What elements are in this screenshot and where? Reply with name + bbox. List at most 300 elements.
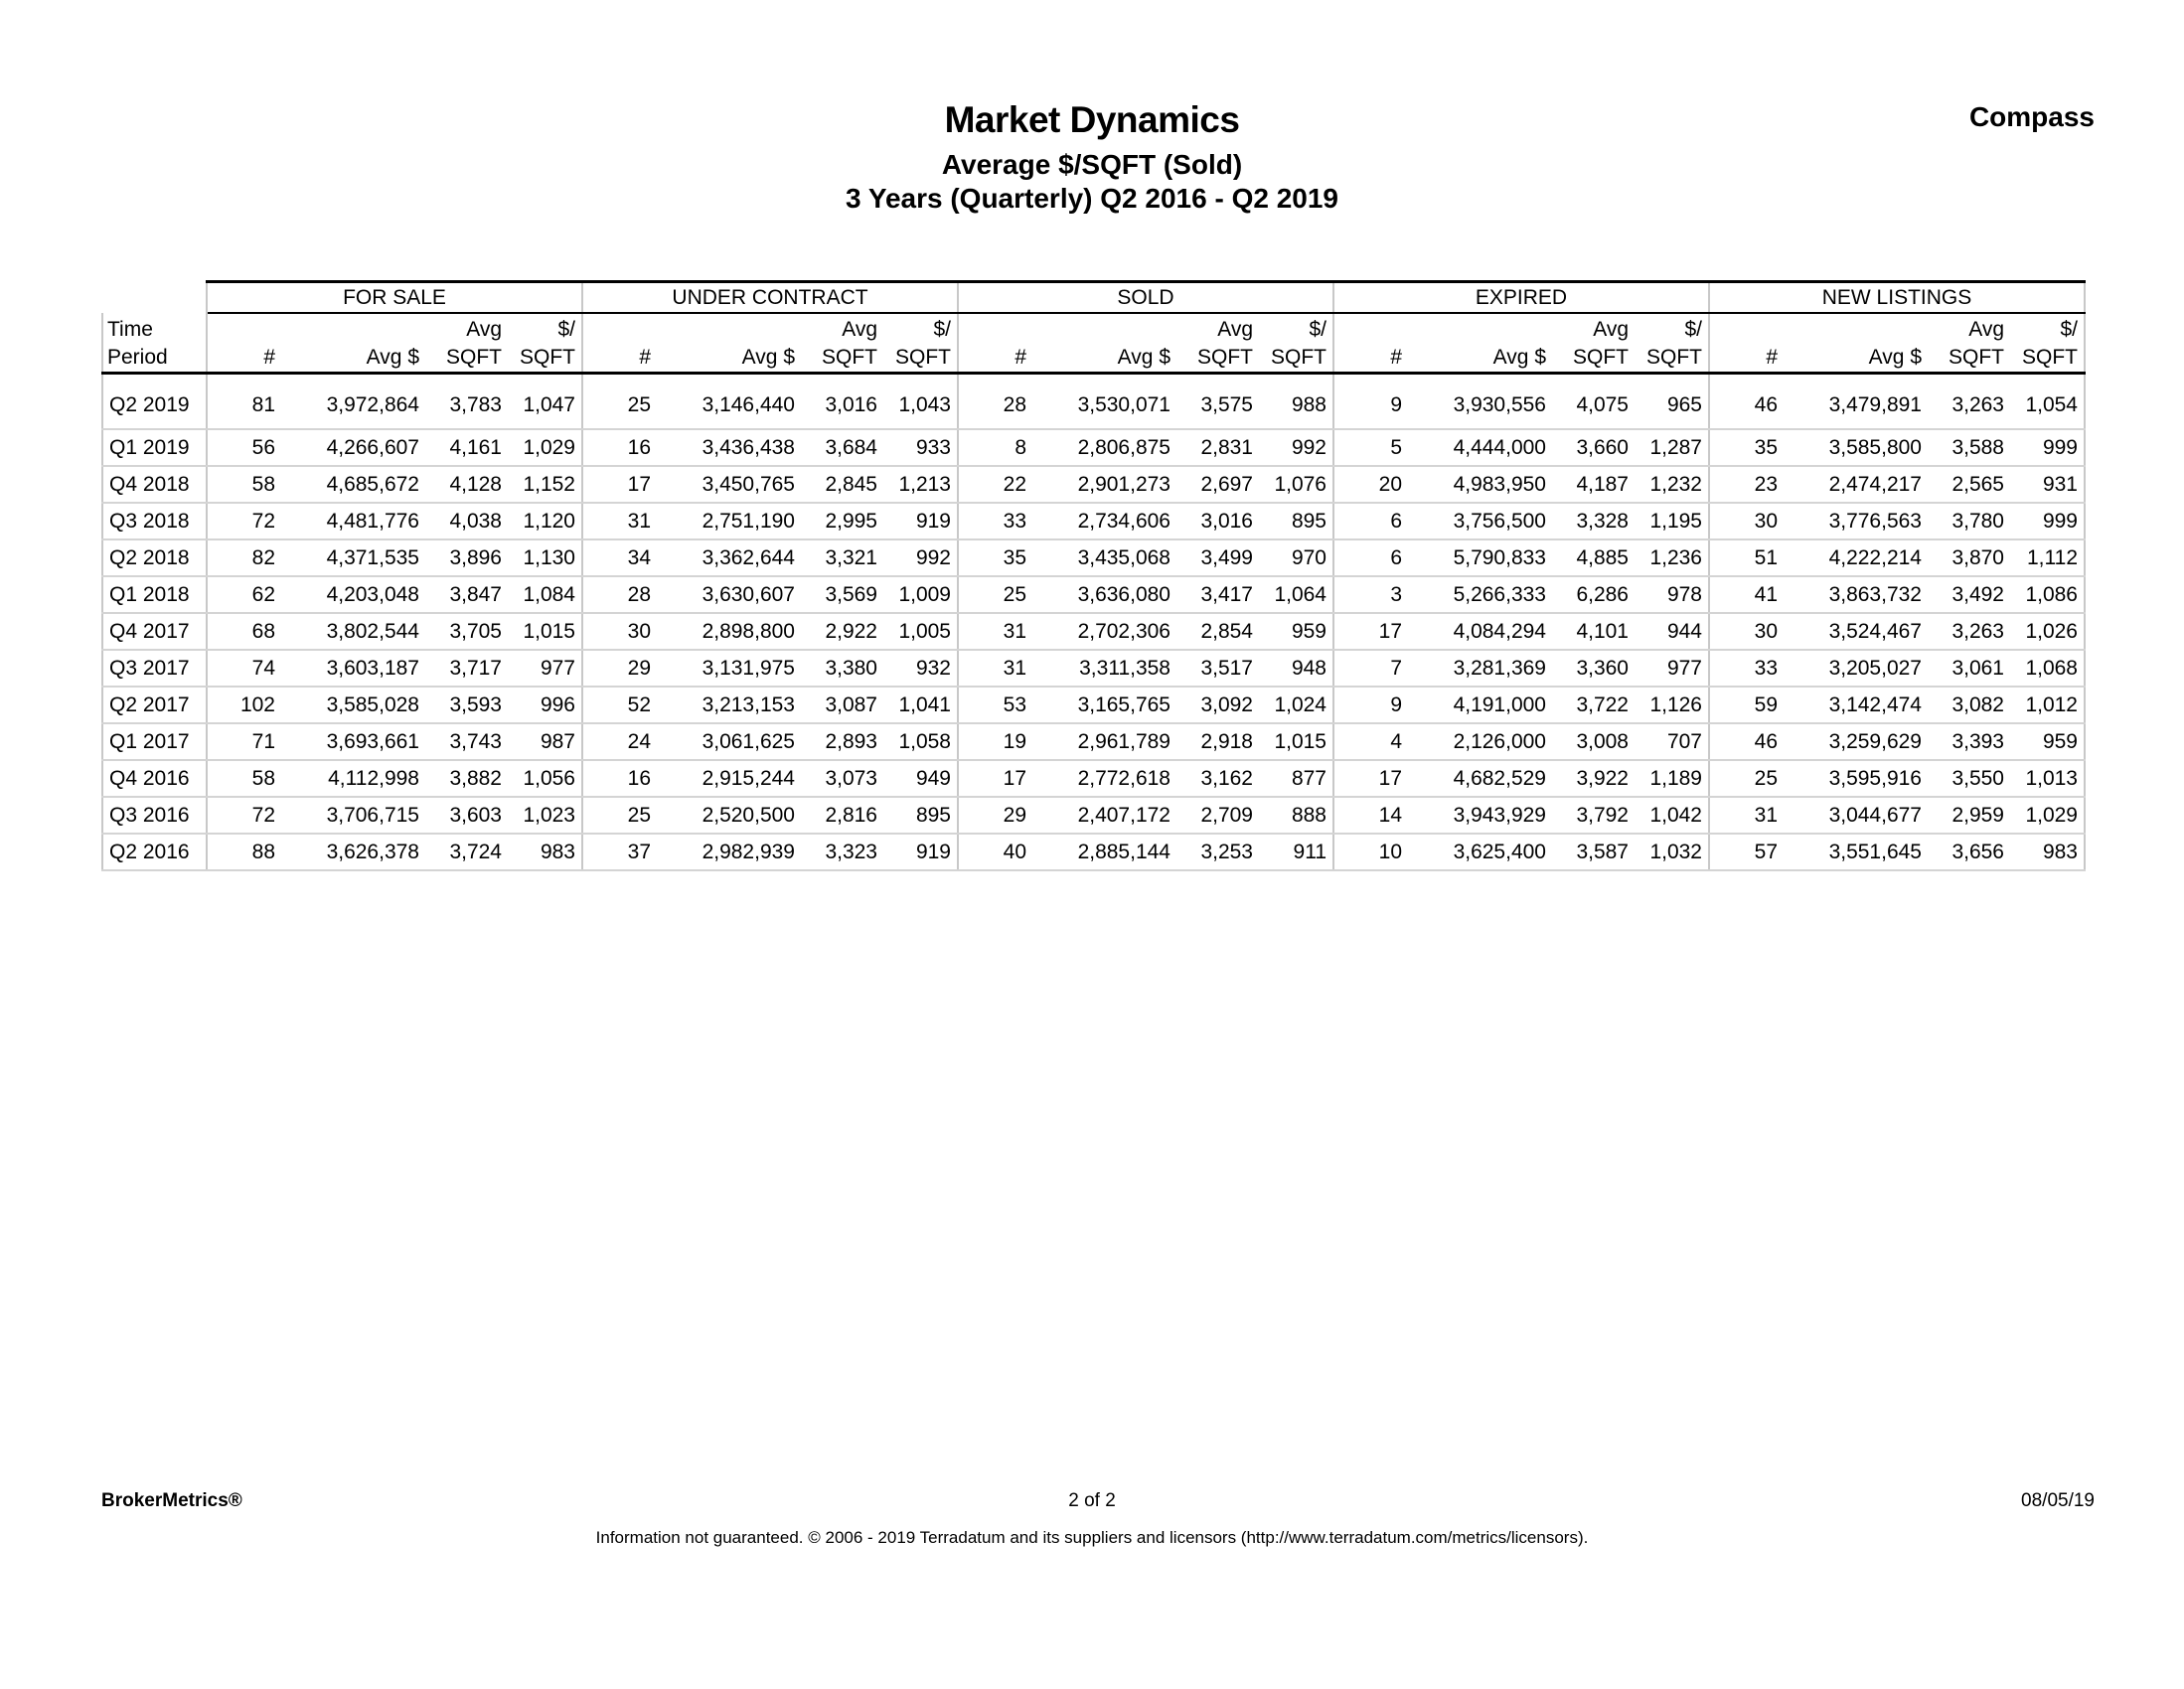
new-listings-count-cell: 31 (1709, 797, 1788, 834)
under-contract-count-cell: 34 (582, 539, 661, 576)
group-header-new-listings: NEW LISTINGS (1709, 282, 2085, 314)
new-listings-avg-sqft-cell: 3,393 (1922, 723, 2004, 760)
under-contract-avg-price-cell: 2,982,939 (661, 834, 795, 870)
new-listings-count-cell: 30 (1709, 503, 1788, 539)
sold-avg-sqft-cell: 3,253 (1170, 834, 1253, 870)
under-contract-avg-price-cell: 2,751,190 (661, 503, 795, 539)
for-sale-avg-price-header: Avg $ (285, 313, 419, 374)
under-contract-count-cell: 25 (582, 797, 661, 834)
new-listings-avg-price-header: Avg $ (1788, 313, 1922, 374)
expired-count-cell: 14 (1333, 797, 1412, 834)
sold-avg-sqft-cell: 3,575 (1170, 374, 1253, 430)
under-contract-avg-sqft-cell: 3,323 (795, 834, 877, 870)
for-sale-avg-sqft-cell: 3,724 (419, 834, 502, 870)
for-sale-price-per-sqft-cell: 977 (502, 650, 582, 687)
for-sale-price-per-sqft-cell: 983 (502, 834, 582, 870)
for-sale-avg-price-cell: 3,972,864 (285, 374, 419, 430)
expired-avg-price-cell: 4,682,529 (1412, 760, 1546, 797)
time-period-cell: Q2 2019 (102, 374, 207, 430)
expired-avg-price-cell: 3,281,369 (1412, 650, 1546, 687)
new-listings-avg-sqft-cell: 3,263 (1922, 374, 2004, 430)
new-listings-avg-price-cell: 3,863,732 (1788, 576, 1922, 613)
under-contract-price-per-sqft-cell: 1,041 (877, 687, 958, 723)
expired-avg-price-cell: 4,084,294 (1412, 613, 1546, 650)
expired-price-per-sqft-cell: 1,232 (1629, 466, 1709, 503)
table-row (102, 466, 2085, 503)
column-header-row (102, 313, 2085, 374)
sold-avg-sqft-cell: 2,918 (1170, 723, 1253, 760)
new-listings-count-cell: 41 (1709, 576, 1788, 613)
sold-avg-sqft-cell: 2,709 (1170, 797, 1253, 834)
new-listings-avg-price-cell: 4,222,214 (1788, 539, 1922, 576)
new-listings-avg-price-cell: 2,474,217 (1788, 466, 1922, 503)
for-sale-avg-sqft-cell: 3,882 (419, 760, 502, 797)
under-contract-price-per-sqft-cell: 919 (877, 834, 958, 870)
under-contract-avg-sqft-header: Avg SQFT (795, 313, 877, 374)
time-period-cell: Q4 2018 (102, 466, 207, 503)
time-period-cell: Q3 2016 (102, 797, 207, 834)
report-subtitle: Average $/SQFT (Sold) (941, 149, 1243, 180)
new-listings-avg-sqft-cell: 2,565 (1922, 466, 2004, 503)
under-contract-price-per-sqft-cell: 933 (877, 429, 958, 466)
for-sale-avg-sqft-cell: 3,717 (419, 650, 502, 687)
sold-avg-sqft-cell: 3,417 (1170, 576, 1253, 613)
for-sale-price-per-sqft-cell: 1,130 (502, 539, 582, 576)
table-row (102, 429, 2085, 466)
expired-avg-sqft-cell: 4,075 (1546, 374, 1629, 430)
sold-avg-price-cell: 3,311,358 (1036, 650, 1170, 687)
for-sale-avg-price-cell: 3,693,661 (285, 723, 419, 760)
under-contract-count-cell: 28 (582, 576, 661, 613)
expired-price-per-sqft-cell: 1,189 (1629, 760, 1709, 797)
table-row (102, 503, 2085, 539)
for-sale-price-per-sqft-cell: 1,047 (502, 374, 582, 430)
expired-price-per-sqft-cell: 1,236 (1629, 539, 1709, 576)
sold-avg-price-cell: 3,530,071 (1036, 374, 1170, 430)
expired-avg-price-cell: 5,790,833 (1412, 539, 1546, 576)
time-period-cell: Q2 2016 (102, 834, 207, 870)
under-contract-price-per-sqft-cell: 932 (877, 650, 958, 687)
sold-avg-price-cell: 3,435,068 (1036, 539, 1170, 576)
time-period-cell: Q3 2018 (102, 503, 207, 539)
new-listings-price-per-sqft-cell: 1,112 (2004, 539, 2085, 576)
sold-price-per-sqft-cell: 988 (1253, 374, 1333, 430)
sold-avg-sqft-header: Avg SQFT (1170, 313, 1253, 374)
new-listings-avg-price-cell: 3,551,645 (1788, 834, 1922, 870)
new-listings-price-per-sqft-cell: 959 (2004, 723, 2085, 760)
sold-avg-price-cell: 2,961,789 (1036, 723, 1170, 760)
under-contract-avg-price-cell: 2,520,500 (661, 797, 795, 834)
expired-count-cell: 20 (1333, 466, 1412, 503)
under-contract-avg-price-cell: 2,915,244 (661, 760, 795, 797)
under-contract-count-cell: 37 (582, 834, 661, 870)
expired-price-per-sqft-cell: 1,287 (1629, 429, 1709, 466)
expired-count-cell: 9 (1333, 374, 1412, 430)
sold-count-cell: 31 (958, 650, 1036, 687)
disclaimer: Information not guaranteed. © 2006 - 2019 Terradatum and its suppliers and licensors (http://www.terradatum.com/metrics/licensors). (595, 1528, 1589, 1547)
expired-count-cell: 9 (1333, 687, 1412, 723)
for-sale-price-per-sqft-cell: 1,152 (502, 466, 582, 503)
sold-count-cell: 29 (958, 797, 1036, 834)
new-listings-count-cell: 33 (1709, 650, 1788, 687)
under-contract-avg-sqft-cell: 3,073 (795, 760, 877, 797)
under-contract-count-cell: 30 (582, 613, 661, 650)
sold-price-per-sqft-cell: 911 (1253, 834, 1333, 870)
new-listings-avg-price-cell: 3,776,563 (1788, 503, 1922, 539)
time-period-cell: Q4 2017 (102, 613, 207, 650)
for-sale-avg-price-cell: 3,585,028 (285, 687, 419, 723)
under-contract-avg-sqft-cell: 3,380 (795, 650, 877, 687)
for-sale-price-per-sqft-cell: 1,056 (502, 760, 582, 797)
under-contract-price-per-sqft-cell: 1,005 (877, 613, 958, 650)
for-sale-avg-sqft-cell: 3,743 (419, 723, 502, 760)
time-header-line1: Time (107, 318, 153, 341)
sold-avg-price-cell: 3,165,765 (1036, 687, 1170, 723)
for-sale-avg-price-cell: 3,802,544 (285, 613, 419, 650)
sold-count-header: # (958, 313, 1036, 374)
for-sale-count-cell: 58 (207, 760, 285, 797)
time-period-cell: Q1 2018 (102, 576, 207, 613)
group-header-row (102, 282, 2085, 314)
sold-count-cell: 22 (958, 466, 1036, 503)
new-listings-count-header: # (1709, 313, 1788, 374)
for-sale-count-cell: 62 (207, 576, 285, 613)
sold-count-cell: 17 (958, 760, 1036, 797)
new-listings-count-cell: 57 (1709, 834, 1788, 870)
expired-count-cell: 6 (1333, 539, 1412, 576)
under-contract-avg-sqft-cell: 3,321 (795, 539, 877, 576)
table-row (102, 650, 2085, 687)
for-sale-avg-price-cell: 4,266,607 (285, 429, 419, 466)
new-listings-avg-sqft-cell: 3,870 (1922, 539, 2004, 576)
sold-avg-sqft-cell: 3,092 (1170, 687, 1253, 723)
under-contract-count-cell: 17 (582, 466, 661, 503)
time-period-cell: Q3 2017 (102, 650, 207, 687)
sold-avg-price-cell: 2,885,144 (1036, 834, 1170, 870)
sold-avg-sqft-cell: 3,162 (1170, 760, 1253, 797)
sold-count-cell: 19 (958, 723, 1036, 760)
sold-avg-price-cell: 2,407,172 (1036, 797, 1170, 834)
under-contract-avg-sqft-cell: 3,569 (795, 576, 877, 613)
under-contract-avg-price-cell: 3,362,644 (661, 539, 795, 576)
sold-price-per-sqft-cell: 888 (1253, 797, 1333, 834)
sold-price-per-sqft-cell: 992 (1253, 429, 1333, 466)
new-listings-price-per-sqft-cell: 1,029 (2004, 797, 2085, 834)
new-listings-price-per-sqft-cell: 1,026 (2004, 613, 2085, 650)
sold-avg-price-cell: 2,901,273 (1036, 466, 1170, 503)
sold-price-per-sqft-cell: 1,024 (1253, 687, 1333, 723)
expired-price-per-sqft-cell: 707 (1629, 723, 1709, 760)
under-contract-count-cell: 24 (582, 723, 661, 760)
sold-count-cell: 28 (958, 374, 1036, 430)
sold-price-per-sqft-cell: 948 (1253, 650, 1333, 687)
under-contract-avg-sqft-cell: 2,995 (795, 503, 877, 539)
under-contract-count-cell: 16 (582, 429, 661, 466)
under-contract-count-header: # (582, 313, 661, 374)
under-contract-avg-price-cell: 3,061,625 (661, 723, 795, 760)
time-period-cell: Q2 2017 (102, 687, 207, 723)
expired-avg-sqft-header: Avg SQFT (1546, 313, 1629, 374)
under-contract-price-per-sqft-cell: 895 (877, 797, 958, 834)
for-sale-count-cell: 71 (207, 723, 285, 760)
expired-avg-price-cell: 4,983,950 (1412, 466, 1546, 503)
time-period-header (102, 313, 207, 374)
sold-price-per-sqft-cell: 1,076 (1253, 466, 1333, 503)
new-listings-avg-price-cell: 3,259,629 (1788, 723, 1922, 760)
new-listings-count-cell: 23 (1709, 466, 1788, 503)
expired-price-per-sqft-cell: 1,126 (1629, 687, 1709, 723)
new-listings-count-cell: 30 (1709, 613, 1788, 650)
new-listings-price-per-sqft-cell: 931 (2004, 466, 2085, 503)
report-title: Market Dynamics (944, 99, 1240, 140)
page-number: 2 of 2 (1068, 1490, 1116, 1511)
sold-avg-price-cell: 2,734,606 (1036, 503, 1170, 539)
for-sale-avg-price-cell: 3,603,187 (285, 650, 419, 687)
table-row (102, 539, 2085, 576)
expired-count-cell: 5 (1333, 429, 1412, 466)
expired-avg-sqft-cell: 6,286 (1546, 576, 1629, 613)
sold-count-cell: 33 (958, 503, 1036, 539)
time-period-cell: Q4 2016 (102, 760, 207, 797)
for-sale-count-cell: 72 (207, 503, 285, 539)
for-sale-count-cell: 82 (207, 539, 285, 576)
under-contract-avg-sqft-cell: 2,922 (795, 613, 877, 650)
expired-avg-price-cell: 3,756,500 (1412, 503, 1546, 539)
expired-count-header: # (1333, 313, 1412, 374)
under-contract-price-per-sqft-cell: 1,009 (877, 576, 958, 613)
time-period-cell: Q1 2017 (102, 723, 207, 760)
sold-price-per-sqft-cell: 877 (1253, 760, 1333, 797)
new-listings-count-cell: 35 (1709, 429, 1788, 466)
sold-price-per-sqft-cell: 970 (1253, 539, 1333, 576)
under-contract-count-cell: 16 (582, 760, 661, 797)
expired-price-per-sqft-cell: 1,032 (1629, 834, 1709, 870)
new-listings-avg-price-cell: 3,524,467 (1788, 613, 1922, 650)
new-listings-avg-sqft-cell: 3,061 (1922, 650, 2004, 687)
new-listings-avg-price-cell: 3,595,916 (1788, 760, 1922, 797)
expired-price-per-sqft-cell: 977 (1629, 650, 1709, 687)
new-listings-avg-price-cell: 3,142,474 (1788, 687, 1922, 723)
table-row (102, 613, 2085, 650)
expired-count-cell: 6 (1333, 503, 1412, 539)
for-sale-avg-price-cell: 4,112,998 (285, 760, 419, 797)
under-contract-price-per-sqft-cell: 1,058 (877, 723, 958, 760)
expired-count-cell: 4 (1333, 723, 1412, 760)
under-contract-avg-price-cell: 3,213,153 (661, 687, 795, 723)
for-sale-avg-price-cell: 4,685,672 (285, 466, 419, 503)
expired-count-cell: 17 (1333, 760, 1412, 797)
expired-avg-sqft-cell: 3,328 (1546, 503, 1629, 539)
for-sale-price-per-sqft-cell: 987 (502, 723, 582, 760)
new-listings-price-per-sqft-cell: 983 (2004, 834, 2085, 870)
sold-count-cell: 31 (958, 613, 1036, 650)
new-listings-price-per-sqft-cell: 1,013 (2004, 760, 2085, 797)
expired-avg-price-header: Avg $ (1412, 313, 1546, 374)
under-contract-avg-sqft-cell: 3,016 (795, 374, 877, 430)
under-contract-price-per-sqft-cell: 949 (877, 760, 958, 797)
under-contract-count-cell: 31 (582, 503, 661, 539)
sold-avg-sqft-cell: 3,016 (1170, 503, 1253, 539)
under-contract-avg-price-cell: 3,630,607 (661, 576, 795, 613)
for-sale-count-cell: 74 (207, 650, 285, 687)
sold-count-cell: 40 (958, 834, 1036, 870)
group-header-for-sale: FOR SALE (207, 282, 582, 314)
under-contract-price-per-sqft-cell: 992 (877, 539, 958, 576)
new-listings-price-per-sqft-cell: 999 (2004, 503, 2085, 539)
for-sale-count-cell: 81 (207, 374, 285, 430)
for-sale-price-per-sqft-cell: 1,029 (502, 429, 582, 466)
expired-price-per-sqft-cell: 1,195 (1629, 503, 1709, 539)
report-period: 3 Years (Quarterly) Q2 2016 - Q2 2019 (845, 183, 1338, 214)
for-sale-count-cell: 58 (207, 466, 285, 503)
new-listings-count-cell: 51 (1709, 539, 1788, 576)
for-sale-avg-sqft-cell: 4,161 (419, 429, 502, 466)
for-sale-count-header: # (207, 313, 285, 374)
expired-count-cell: 7 (1333, 650, 1412, 687)
under-contract-price-per-sqft-header: $/ SQFT (877, 313, 958, 374)
expired-avg-sqft-cell: 4,187 (1546, 466, 1629, 503)
new-listings-avg-price-cell: 3,044,677 (1788, 797, 1922, 834)
new-listings-avg-price-cell: 3,585,800 (1788, 429, 1922, 466)
table-row (102, 760, 2085, 797)
expired-price-per-sqft-cell: 1,042 (1629, 797, 1709, 834)
for-sale-avg-sqft-cell: 3,705 (419, 613, 502, 650)
for-sale-avg-price-cell: 4,481,776 (285, 503, 419, 539)
time-period-cell: Q1 2019 (102, 429, 207, 466)
under-contract-avg-price-cell: 3,436,438 (661, 429, 795, 466)
for-sale-avg-sqft-cell: 3,896 (419, 539, 502, 576)
time-header-line2: Period (107, 346, 168, 369)
sold-count-cell: 25 (958, 576, 1036, 613)
new-listings-avg-price-cell: 3,479,891 (1788, 374, 1922, 430)
expired-avg-sqft-cell: 3,587 (1546, 834, 1629, 870)
market-dynamics-table (101, 280, 2086, 871)
under-contract-count-cell: 29 (582, 650, 661, 687)
for-sale-avg-sqft-cell: 3,603 (419, 797, 502, 834)
new-listings-price-per-sqft-header: $/ SQFT (2004, 313, 2085, 374)
for-sale-avg-sqft-cell: 3,593 (419, 687, 502, 723)
expired-price-per-sqft-header: $/ SQFT (1629, 313, 1709, 374)
new-listings-price-per-sqft-cell: 1,068 (2004, 650, 2085, 687)
expired-avg-sqft-cell: 3,792 (1546, 797, 1629, 834)
under-contract-avg-price-header: Avg $ (661, 313, 795, 374)
for-sale-price-per-sqft-cell: 1,084 (502, 576, 582, 613)
for-sale-count-cell: 72 (207, 797, 285, 834)
time-period-cell: Q2 2018 (102, 539, 207, 576)
sold-price-per-sqft-cell: 1,064 (1253, 576, 1333, 613)
for-sale-avg-price-cell: 4,371,535 (285, 539, 419, 576)
under-contract-avg-price-cell: 2,898,800 (661, 613, 795, 650)
expired-avg-sqft-cell: 3,008 (1546, 723, 1629, 760)
expired-count-cell: 10 (1333, 834, 1412, 870)
new-listings-avg-sqft-cell: 3,263 (1922, 613, 2004, 650)
new-listings-avg-sqft-cell: 3,780 (1922, 503, 2004, 539)
new-listings-count-cell: 25 (1709, 760, 1788, 797)
for-sale-avg-sqft-cell: 3,847 (419, 576, 502, 613)
expired-avg-sqft-cell: 4,885 (1546, 539, 1629, 576)
under-contract-avg-price-cell: 3,146,440 (661, 374, 795, 430)
new-listings-avg-sqft-cell: 3,492 (1922, 576, 2004, 613)
sold-count-cell: 35 (958, 539, 1036, 576)
sold-avg-price-cell: 2,772,618 (1036, 760, 1170, 797)
sold-avg-sqft-cell: 3,499 (1170, 539, 1253, 576)
under-contract-avg-sqft-cell: 3,684 (795, 429, 877, 466)
expired-price-per-sqft-cell: 978 (1629, 576, 1709, 613)
expired-avg-price-cell: 2,126,000 (1412, 723, 1546, 760)
table-row (102, 374, 2085, 430)
sold-avg-price-cell: 2,806,875 (1036, 429, 1170, 466)
for-sale-count-cell: 88 (207, 834, 285, 870)
sold-avg-sqft-cell: 2,854 (1170, 613, 1253, 650)
for-sale-price-per-sqft-header: $/ SQFT (502, 313, 582, 374)
group-header-expired: EXPIRED (1333, 282, 1709, 314)
expired-avg-price-cell: 3,930,556 (1412, 374, 1546, 430)
sold-count-cell: 53 (958, 687, 1036, 723)
for-sale-price-per-sqft-cell: 1,023 (502, 797, 582, 834)
table-row (102, 834, 2085, 870)
sold-avg-sqft-cell: 2,831 (1170, 429, 1253, 466)
table-body (102, 374, 2085, 871)
under-contract-count-cell: 52 (582, 687, 661, 723)
for-sale-avg-price-cell: 3,626,378 (285, 834, 419, 870)
expired-avg-sqft-cell: 3,922 (1546, 760, 1629, 797)
under-contract-price-per-sqft-cell: 919 (877, 503, 958, 539)
new-listings-count-cell: 59 (1709, 687, 1788, 723)
under-contract-avg-sqft-cell: 2,893 (795, 723, 877, 760)
under-contract-avg-price-cell: 3,450,765 (661, 466, 795, 503)
expired-avg-price-cell: 5,266,333 (1412, 576, 1546, 613)
expired-price-per-sqft-cell: 965 (1629, 374, 1709, 430)
new-listings-avg-sqft-cell: 3,656 (1922, 834, 2004, 870)
blank-header-cell (102, 282, 207, 314)
expired-avg-price-cell: 4,191,000 (1412, 687, 1546, 723)
product-name: BrokerMetrics® (101, 1490, 242, 1511)
for-sale-avg-sqft-header: Avg SQFT (419, 313, 502, 374)
for-sale-price-per-sqft-cell: 996 (502, 687, 582, 723)
under-contract-avg-price-cell: 3,131,975 (661, 650, 795, 687)
new-listings-avg-price-cell: 3,205,027 (1788, 650, 1922, 687)
new-listings-price-per-sqft-cell: 1,086 (2004, 576, 2085, 613)
for-sale-count-cell: 68 (207, 613, 285, 650)
new-listings-price-per-sqft-cell: 1,012 (2004, 687, 2085, 723)
for-sale-avg-price-cell: 3,706,715 (285, 797, 419, 834)
sold-price-per-sqft-cell: 895 (1253, 503, 1333, 539)
sold-price-per-sqft-cell: 1,015 (1253, 723, 1333, 760)
sold-avg-price-cell: 2,702,306 (1036, 613, 1170, 650)
for-sale-price-per-sqft-cell: 1,120 (502, 503, 582, 539)
expired-avg-price-cell: 3,943,929 (1412, 797, 1546, 834)
expired-avg-sqft-cell: 4,101 (1546, 613, 1629, 650)
sold-avg-price-cell: 3,636,080 (1036, 576, 1170, 613)
new-listings-count-cell: 46 (1709, 374, 1788, 430)
expired-count-cell: 17 (1333, 613, 1412, 650)
new-listings-avg-sqft-cell: 3,550 (1922, 760, 2004, 797)
report-date: 08/05/19 (2021, 1490, 2095, 1511)
under-contract-count-cell: 25 (582, 374, 661, 430)
expired-avg-price-cell: 3,625,400 (1412, 834, 1546, 870)
expired-avg-sqft-cell: 3,660 (1546, 429, 1629, 466)
table-row (102, 576, 2085, 613)
new-listings-price-per-sqft-cell: 1,054 (2004, 374, 2085, 430)
group-header-sold: SOLD (958, 282, 1333, 314)
for-sale-avg-price-cell: 4,203,048 (285, 576, 419, 613)
new-listings-price-per-sqft-cell: 999 (2004, 429, 2085, 466)
group-header-under-contract: UNDER CONTRACT (582, 282, 958, 314)
table-row (102, 723, 2085, 760)
expired-avg-sqft-cell: 3,722 (1546, 687, 1629, 723)
expired-avg-price-cell: 4,444,000 (1412, 429, 1546, 466)
for-sale-price-per-sqft-cell: 1,015 (502, 613, 582, 650)
